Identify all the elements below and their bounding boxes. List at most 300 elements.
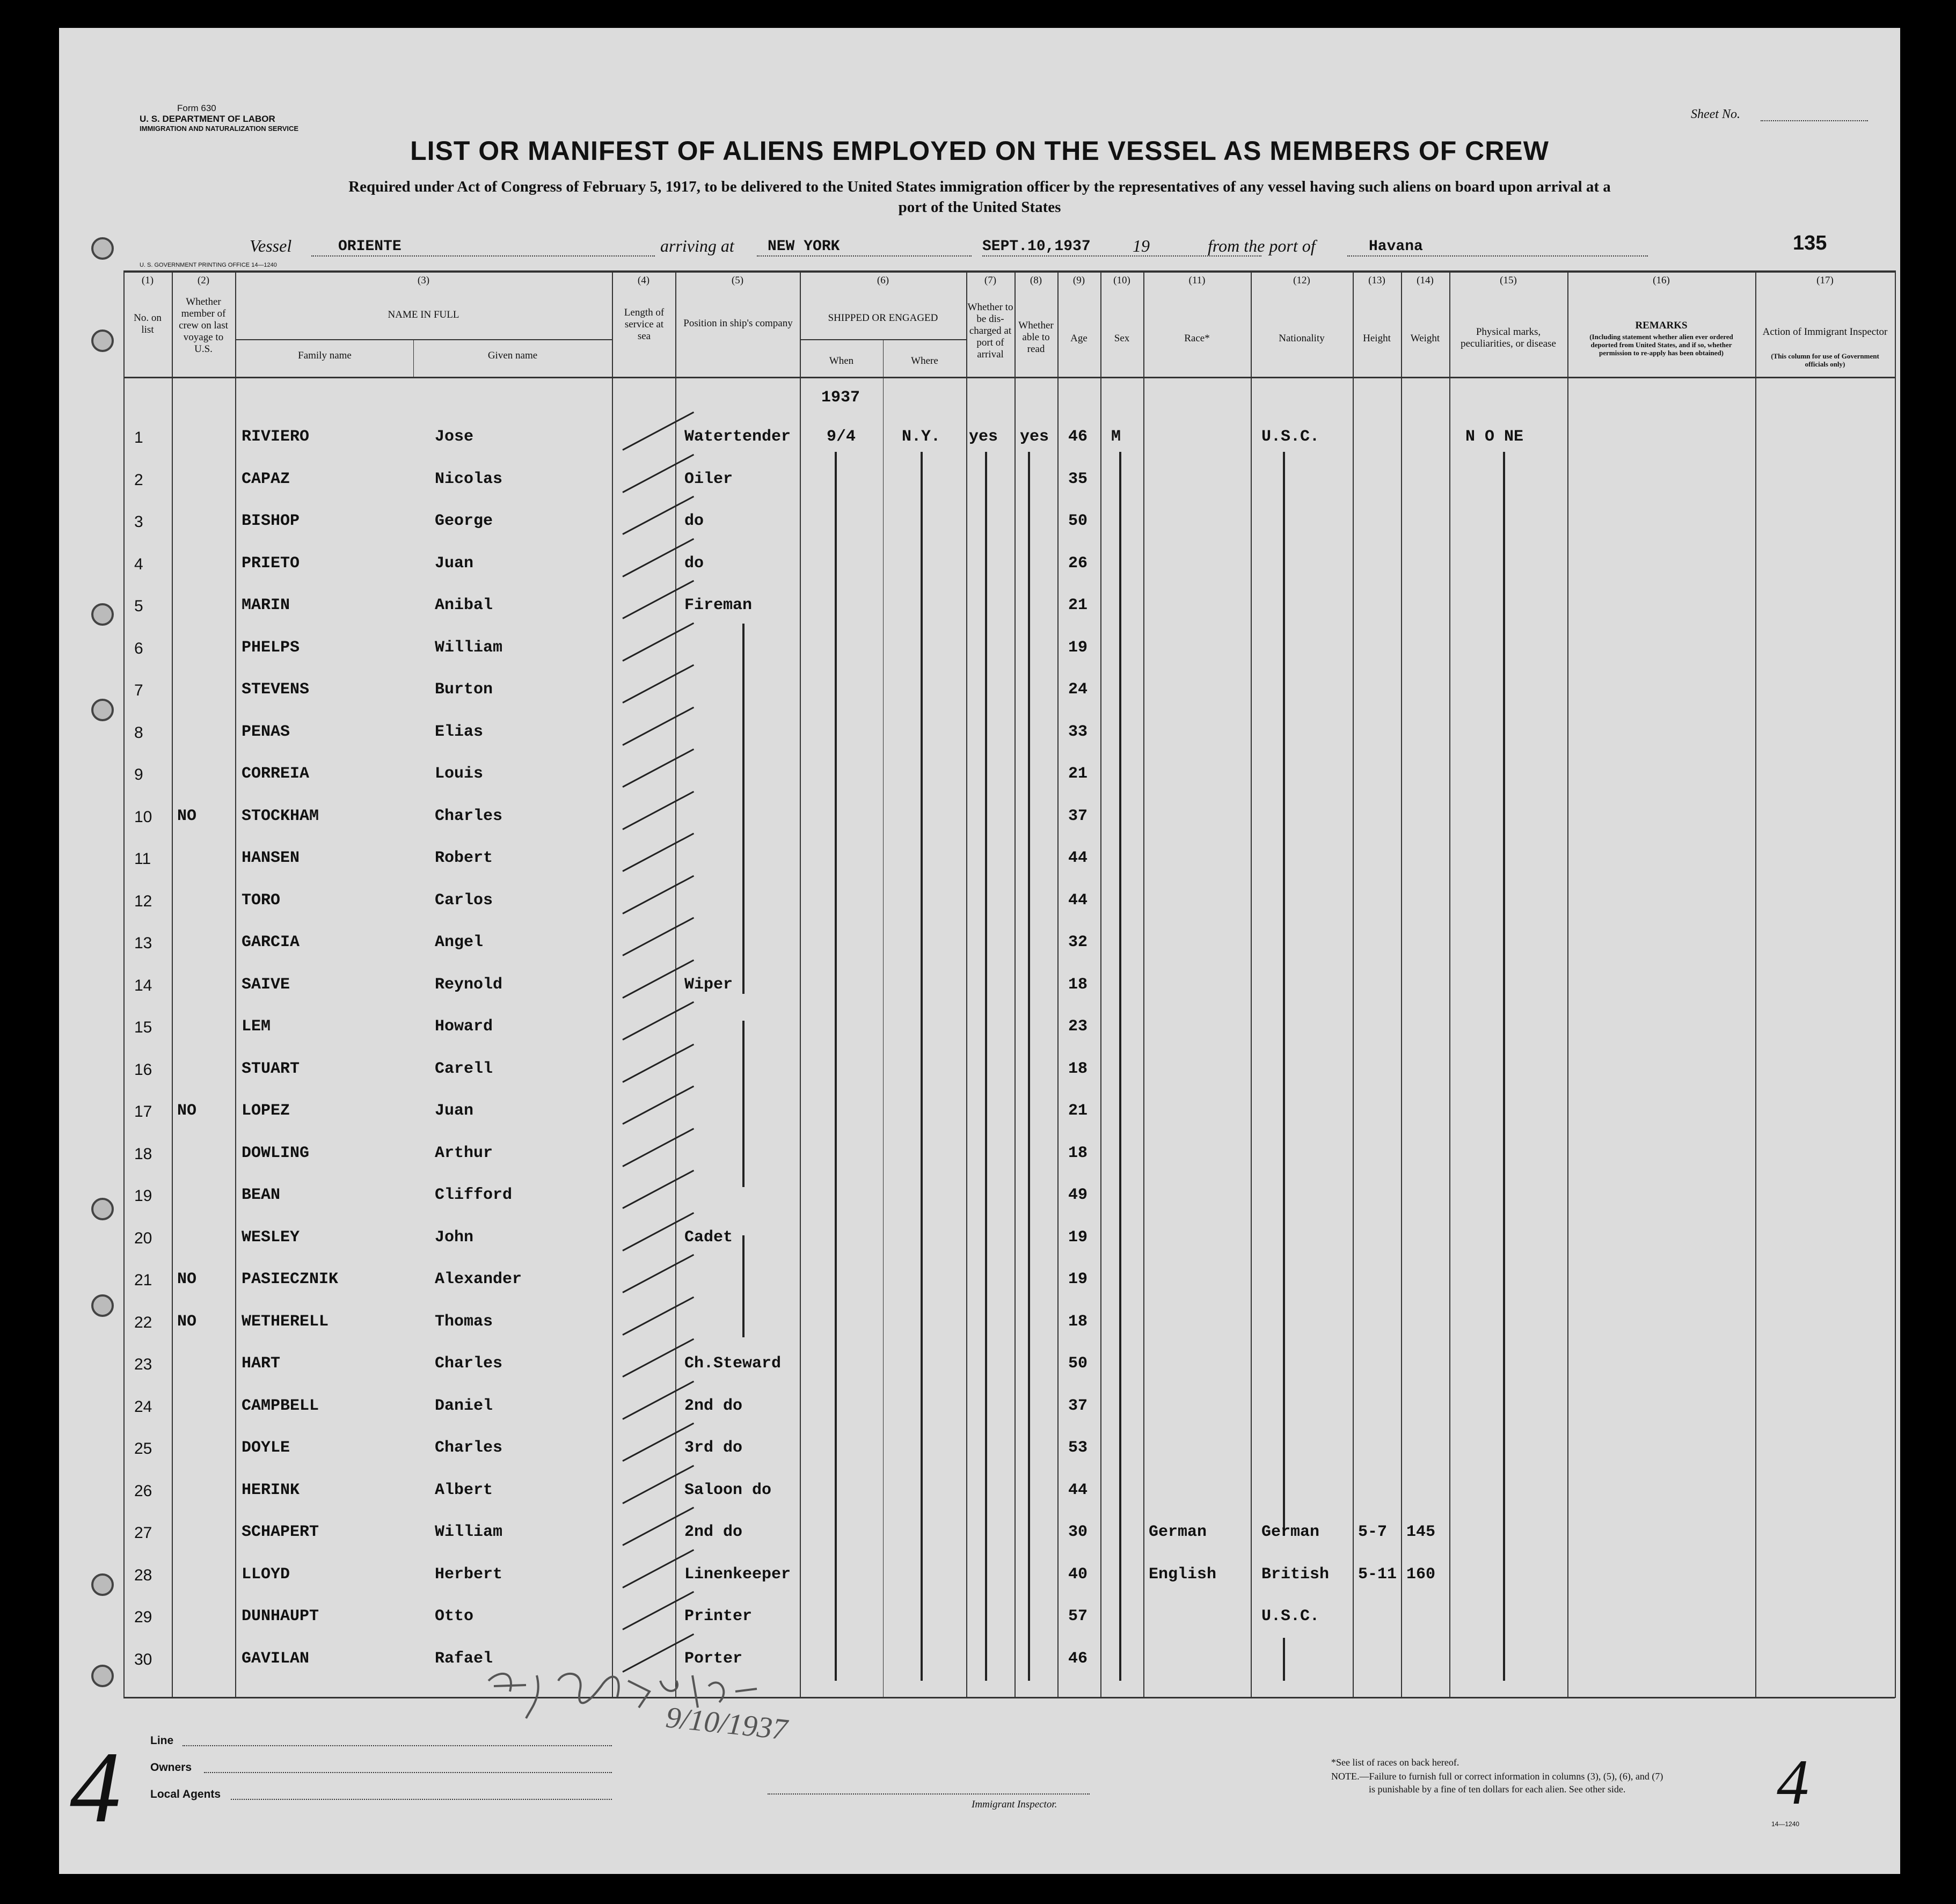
row-number: 25: [134, 1440, 152, 1458]
row-number: 6: [134, 639, 143, 657]
family-name: MARIN: [242, 596, 290, 614]
punch-hole: [91, 1294, 114, 1317]
family-name: GAVILAN: [242, 1649, 310, 1668]
given-name: Reynold: [435, 975, 503, 994]
shipped-when: 9/4: [827, 428, 856, 446]
header-position: Position in ship's company: [683, 318, 793, 329]
header-action-sub: (This column for use of Government officials only): [1771, 352, 1879, 368]
family-name: WETHERELL: [242, 1312, 329, 1331]
last-voyage-value: NO: [177, 807, 197, 825]
row-number: 18: [134, 1145, 152, 1163]
column-number: (15): [1500, 275, 1517, 286]
given-name: Juan: [435, 554, 474, 573]
length-service-slash: [622, 1507, 694, 1546]
arrival-port-line: [757, 255, 972, 257]
footer-line-rule: [183, 1745, 612, 1746]
row-number: 9: [134, 766, 143, 783]
family-name: STEVENS: [242, 680, 310, 699]
form-subtitle: Required under Act of Congress of February 5, 1917, to be delivered to the United States immigration officer by the representatives of any vessel having such aliens on board upon arrival at a: [348, 178, 1611, 195]
age-value: 30: [1068, 1523, 1088, 1541]
family-name: BEAN: [242, 1186, 281, 1204]
age-value: 44: [1068, 1481, 1088, 1499]
year-19-label: 19: [1133, 236, 1150, 255]
vessel-label: Vessel: [250, 236, 292, 255]
vessel-name-line: [311, 255, 655, 257]
shipped-where: N.Y.: [902, 428, 941, 446]
header-family-name: Family name: [298, 350, 352, 361]
header-where: Where: [911, 355, 938, 367]
column-number: (3): [417, 275, 430, 286]
header-sex: Sex: [1114, 333, 1130, 344]
last-voyage-value: NO: [177, 1270, 197, 1288]
row-number: 14: [134, 976, 152, 994]
department: U. S. DEPARTMENT OF LABOR: [140, 114, 275, 124]
header-physical: Physical marks, peculiarities, or disease: [1461, 326, 1556, 349]
length-service-slash: [622, 749, 694, 788]
arriving-label: arriving at: [660, 236, 734, 255]
length-service-slash: [622, 622, 694, 661]
position-value: 2nd do: [684, 1396, 743, 1415]
sex-value: M: [1111, 428, 1121, 446]
length-service-slash: [622, 917, 694, 956]
sheet-no-label: Sheet No.: [1691, 107, 1740, 121]
length-service-slash: [622, 790, 694, 830]
col-line: [235, 270, 236, 1698]
col-line: [1895, 270, 1896, 1698]
header-nationality: Nationality: [1279, 333, 1325, 344]
name-subheader-rule: [236, 339, 612, 340]
from-port: Havana: [1369, 238, 1423, 255]
row-number: 22: [134, 1313, 152, 1331]
age-value: 21: [1068, 1102, 1088, 1120]
given-name: Arthur: [435, 1144, 493, 1162]
given-name: Howard: [435, 1017, 493, 1036]
from-port-line: [1347, 255, 1648, 257]
shipped-year: 1937: [821, 389, 860, 407]
nationality-value: British: [1261, 1565, 1330, 1584]
length-service-slash: [622, 875, 694, 914]
length-service-slash: [622, 959, 694, 998]
position-value: do: [684, 554, 704, 573]
ditto-mark: [1283, 1638, 1285, 1681]
punch-hole: [91, 1665, 114, 1687]
given-name: Elias: [435, 722, 484, 741]
family-name: LLOYD: [242, 1565, 290, 1584]
family-name: SAIVE: [242, 975, 290, 994]
age-value: 44: [1068, 849, 1088, 867]
age-value: 21: [1068, 765, 1088, 783]
row-number: 29: [134, 1608, 152, 1626]
given-name: Louis: [435, 765, 484, 783]
family-name: PHELPS: [242, 638, 300, 657]
column-number: (6): [877, 275, 889, 286]
length-service-slash: [622, 1212, 694, 1251]
column-number: (11): [1188, 275, 1206, 286]
family-name: CAPAZ: [242, 470, 290, 488]
position-value: 2nd do: [684, 1523, 743, 1541]
row-number: 15: [134, 1019, 152, 1036]
column-number: (8): [1030, 275, 1042, 286]
punch-hole: [91, 329, 114, 352]
given-name: Charles: [435, 1439, 503, 1457]
row-number: 26: [134, 1482, 152, 1500]
ditto-mark: [921, 452, 923, 1681]
given-name: Otto: [435, 1607, 474, 1625]
given-name: Herbert: [435, 1565, 503, 1584]
age-value: 32: [1068, 933, 1088, 951]
age-value: 35: [1068, 470, 1088, 488]
nationality-value: U.S.C.: [1261, 1607, 1320, 1625]
position-value: Wiper: [684, 975, 733, 994]
col-line: [1251, 270, 1252, 1698]
footer-line-label: Line: [150, 1734, 174, 1747]
age-value: 40: [1068, 1565, 1088, 1584]
inspector-rule: [768, 1793, 1090, 1795]
header-height: Height: [1363, 333, 1391, 344]
position-value: Saloon do: [684, 1481, 772, 1499]
age-value: 37: [1068, 807, 1088, 825]
age-value: 33: [1068, 722, 1088, 741]
row-number: 4: [134, 555, 143, 573]
note-fine-2: is punishable by a fine of ten dollars for each alien. See other side.: [1369, 1784, 1626, 1795]
row-number: 5: [134, 597, 143, 615]
age-value: 19: [1068, 1270, 1088, 1288]
age-value: 19: [1068, 1228, 1088, 1247]
row-number: 11: [134, 850, 151, 868]
given-name: Charles: [435, 1354, 503, 1373]
column-number: (10): [1113, 275, 1130, 286]
length-service-slash: [622, 1296, 694, 1335]
position-value: Cadet: [684, 1228, 733, 1247]
note-races: *See list of races on back hereof.: [1331, 1757, 1459, 1768]
length-service-slash: [622, 1338, 694, 1378]
form-title: LIST OR MANIFEST OF ALIENS EMPLOYED ON THE VESSEL AS MEMBERS OF CREW: [410, 136, 1549, 166]
ditto-mark: [742, 1021, 745, 1187]
corner-number: 4: [70, 1731, 121, 1844]
header-when: When: [829, 355, 854, 367]
age-value: 46: [1068, 1649, 1088, 1668]
note-fine-1: NOTE.—Failure to furnish full or correct information in columns (3), (5), (6), and (7): [1331, 1771, 1663, 1782]
col-line: [1567, 270, 1568, 1698]
col-line: [883, 339, 884, 1697]
position-value: Watertender: [684, 428, 791, 446]
given-name: Charles: [435, 807, 503, 825]
discharged-value: yes: [969, 428, 998, 446]
row-number: 27: [134, 1524, 152, 1542]
family-name: STUART: [242, 1059, 300, 1078]
read-value: yes: [1020, 428, 1049, 446]
col-line: [675, 270, 676, 1698]
given-name: Jose: [435, 428, 474, 446]
footer-code: 14—1240: [1771, 1820, 1800, 1828]
header-read: Whether able to read: [1018, 320, 1054, 355]
given-name: Anibal: [435, 596, 493, 614]
family-name: DOYLE: [242, 1439, 290, 1457]
column-number: (9): [1072, 275, 1085, 286]
age-value: 50: [1068, 512, 1088, 530]
ditto-mark: [742, 624, 745, 994]
length-service-slash: [622, 706, 694, 745]
ditto-mark: [1119, 452, 1121, 1681]
header-age: Age: [1070, 333, 1088, 344]
length-service-slash: [622, 412, 694, 451]
family-name: WESLEY: [242, 1228, 300, 1247]
row-number: 28: [134, 1566, 152, 1584]
given-name: Daniel: [435, 1396, 493, 1415]
ditto-mark: [742, 1235, 745, 1337]
footer-agents-rule: [231, 1799, 612, 1800]
col-line: [1401, 270, 1402, 1698]
weight-value: 160: [1406, 1565, 1436, 1584]
length-service-slash: [622, 1591, 694, 1630]
age-value: 18: [1068, 975, 1088, 994]
age-value: 19: [1068, 638, 1088, 657]
column-number: (13): [1368, 275, 1385, 286]
header-last-voyage: Whether member of crew on last voyage to U.S.: [179, 296, 228, 355]
position-value: Linenkeeper: [684, 1565, 791, 1584]
ditto-mark: [985, 452, 987, 1681]
given-name: Rafael: [435, 1649, 493, 1668]
column-number: (16): [1653, 275, 1670, 286]
family-name: STOCKHAM: [242, 807, 319, 825]
row-number: 17: [134, 1103, 152, 1121]
family-name: SCHAPERT: [242, 1523, 319, 1541]
row-number: 10: [134, 808, 152, 826]
physical-value: N O NE: [1465, 428, 1524, 446]
family-name: PASIECZNIK: [242, 1270, 339, 1288]
col-line: [800, 270, 801, 1698]
row-number: 16: [134, 1060, 152, 1079]
signature-date: 9/10/1937: [664, 1701, 789, 1747]
family-name: BISHOP: [242, 512, 300, 530]
position-value: Porter: [684, 1649, 743, 1668]
col-line: [1100, 270, 1101, 1698]
age-value: 57: [1068, 1607, 1088, 1625]
row-number: 2: [134, 471, 143, 489]
col-line: [1143, 270, 1144, 1698]
col-line: [1755, 270, 1756, 1698]
length-service-slash: [622, 1464, 694, 1504]
manifest-sheet: [59, 28, 1900, 1874]
column-number: (1): [141, 275, 154, 286]
row-number: 1: [134, 429, 143, 446]
punch-hole: [91, 1198, 114, 1220]
length-service-slash: [622, 833, 694, 872]
row-number: 24: [134, 1397, 152, 1416]
row-number: 7: [134, 682, 143, 699]
row-number: 21: [134, 1271, 152, 1289]
row-number: 20: [134, 1229, 152, 1247]
position-value: Ch.Steward: [684, 1354, 782, 1373]
length-service-slash: [622, 1380, 694, 1419]
family-name: HANSEN: [242, 849, 300, 867]
form-subtitle-2: port of the United States: [898, 199, 1061, 216]
length-service-slash: [622, 1127, 694, 1167]
given-name: Alexander: [435, 1270, 522, 1288]
family-name: PENAS: [242, 722, 290, 741]
service: IMMIGRATION AND NATURALIZATION SERVICE: [140, 125, 299, 133]
length-service-slash: [622, 1254, 694, 1293]
punch-hole: [91, 699, 114, 721]
nationality-value: U.S.C.: [1261, 428, 1320, 446]
given-name: Thomas: [435, 1312, 493, 1331]
header-shipped: SHIPPED OR ENGAGED: [828, 312, 938, 324]
age-value: 50: [1068, 1354, 1088, 1373]
table-bottom-rule: [123, 1697, 1895, 1698]
row-number: 13: [134, 934, 152, 952]
row-number: 3: [134, 513, 143, 531]
family-name: HERINK: [242, 1481, 300, 1499]
header-discharged: Whether to be dis-charged at port of arrival: [967, 302, 1013, 360]
age-value: 37: [1068, 1396, 1088, 1415]
height-value: 5-11: [1358, 1565, 1397, 1584]
family-name: DOWLING: [242, 1144, 310, 1162]
column-number: (14): [1417, 275, 1434, 286]
position-value: Printer: [684, 1607, 753, 1625]
age-value: 49: [1068, 1186, 1088, 1204]
col-line: [1449, 270, 1450, 1698]
col-line: [1057, 270, 1059, 1698]
race-value: English: [1149, 1565, 1217, 1584]
printing-office: U. S. GOVERNMENT PRINTING OFFICE 14—1240: [140, 262, 277, 268]
header-bottom-rule: [123, 377, 1895, 378]
arrival-date: SEPT.10,1937: [982, 238, 1091, 255]
col-line: [123, 270, 125, 1698]
age-value: 44: [1068, 891, 1088, 910]
column-number: (4): [637, 275, 650, 286]
family-name: HART: [242, 1354, 281, 1373]
from-port-label: from the port of: [1208, 236, 1316, 255]
last-voyage-value: NO: [177, 1312, 197, 1331]
length-service-slash: [622, 1170, 694, 1209]
given-name: Burton: [435, 680, 493, 699]
col-line: [612, 270, 613, 1698]
punch-hole: [91, 1573, 114, 1596]
given-name: William: [435, 638, 503, 657]
column-number: (12): [1293, 275, 1310, 286]
length-service-slash: [622, 1001, 694, 1041]
given-name: Robert: [435, 849, 493, 867]
position-value: Fireman: [684, 596, 753, 614]
family-name: PRIETO: [242, 554, 300, 573]
corner-number-right: 4: [1777, 1746, 1809, 1818]
family-name: RIVIERO: [242, 428, 310, 446]
family-name: LOPEZ: [242, 1102, 290, 1120]
age-value: 26: [1068, 554, 1088, 573]
sheet-no-line: [1761, 120, 1868, 121]
col-line: [966, 270, 967, 1698]
age-value: 23: [1068, 1017, 1088, 1036]
header-name-in-full: NAME IN FULL: [388, 309, 459, 320]
position-value: do: [684, 512, 704, 530]
column-number: (7): [984, 275, 997, 286]
arrival-port: NEW YORK: [768, 238, 840, 255]
row-number: 8: [134, 723, 143, 742]
header-no-on-list: No. on list: [134, 312, 162, 335]
given-name: Clifford: [435, 1186, 513, 1204]
header-action: Action of Immigrant Inspector: [1762, 326, 1888, 338]
nationality-value: German: [1261, 1523, 1320, 1541]
family-name: GARCIA: [242, 933, 300, 951]
header-weight: Weight: [1410, 333, 1440, 344]
family-name: CAMPBELL: [242, 1396, 319, 1415]
punch-hole: [91, 603, 114, 626]
header-given-name: Given name: [487, 350, 538, 361]
row-number: 23: [134, 1356, 152, 1373]
age-value: 18: [1068, 1312, 1088, 1331]
footer-agents-label: Local Agents: [150, 1788, 221, 1800]
column-number: (2): [197, 275, 210, 286]
header-remarks-sub: (Including statement whether alien ever ordered deported from United States, and if so, whether permission to re-apply has been obtained): [1589, 333, 1733, 357]
punch-hole: [91, 237, 114, 260]
column-number: (5): [731, 275, 744, 286]
age-value: 18: [1068, 1144, 1088, 1162]
given-name: Carlos: [435, 891, 493, 910]
race-value: German: [1149, 1523, 1207, 1541]
last-voyage-value: NO: [177, 1102, 197, 1120]
age-value: 46: [1068, 428, 1088, 446]
length-service-slash: [622, 580, 694, 619]
given-name: George: [435, 512, 493, 530]
ditto-mark: [1283, 452, 1285, 1536]
age-value: 21: [1068, 596, 1088, 614]
row-number: 12: [134, 892, 152, 910]
footer-owners-label: Owners: [150, 1761, 192, 1774]
age-value: 53: [1068, 1439, 1088, 1457]
height-value: 5-7: [1358, 1523, 1388, 1541]
given-name: Carell: [435, 1059, 493, 1078]
family-name: TORO: [242, 891, 281, 910]
length-service-slash: [622, 1549, 694, 1588]
family-name: CORREIA: [242, 765, 310, 783]
col-line: [172, 270, 173, 1698]
position-value: Oiler: [684, 470, 733, 488]
length-service-slash: [622, 664, 694, 704]
length-service-slash: [622, 453, 694, 493]
length-service-slash: [622, 1086, 694, 1125]
header-race: Race*: [1184, 333, 1210, 344]
row-number: 30: [134, 1650, 152, 1668]
length-service-slash: [622, 496, 694, 535]
given-name: Albert: [435, 1481, 493, 1499]
given-name: Nicolas: [435, 470, 503, 488]
ditto-mark: [1503, 452, 1505, 1681]
inspector-label: Immigrant Inspector.: [972, 1799, 1057, 1810]
footer-owners-rule: [204, 1772, 612, 1773]
vessel-name: ORIENTE: [338, 238, 402, 255]
column-number: (17): [1816, 275, 1834, 286]
row-number: 19: [134, 1187, 152, 1205]
col-line: [1015, 270, 1016, 1698]
length-service-slash: [622, 1043, 694, 1082]
ditto-mark: [1028, 452, 1030, 1681]
form-number: Form 630: [177, 103, 216, 113]
page-number: 135: [1793, 232, 1827, 254]
ditto-mark: [835, 452, 837, 1681]
position-value: 3rd do: [684, 1439, 743, 1457]
length-service-slash: [622, 538, 694, 577]
given-name: Juan: [435, 1102, 474, 1120]
family-name: LEM: [242, 1017, 271, 1036]
header-length-service: Length of service at sea: [624, 307, 665, 342]
given-name: John: [435, 1228, 474, 1247]
length-service-slash: [622, 1423, 694, 1462]
col-line: [1353, 270, 1354, 1698]
table-top-rule: [123, 270, 1895, 273]
family-name: DUNHAUPT: [242, 1607, 319, 1625]
given-name: William: [435, 1523, 503, 1541]
age-value: 24: [1068, 680, 1088, 699]
